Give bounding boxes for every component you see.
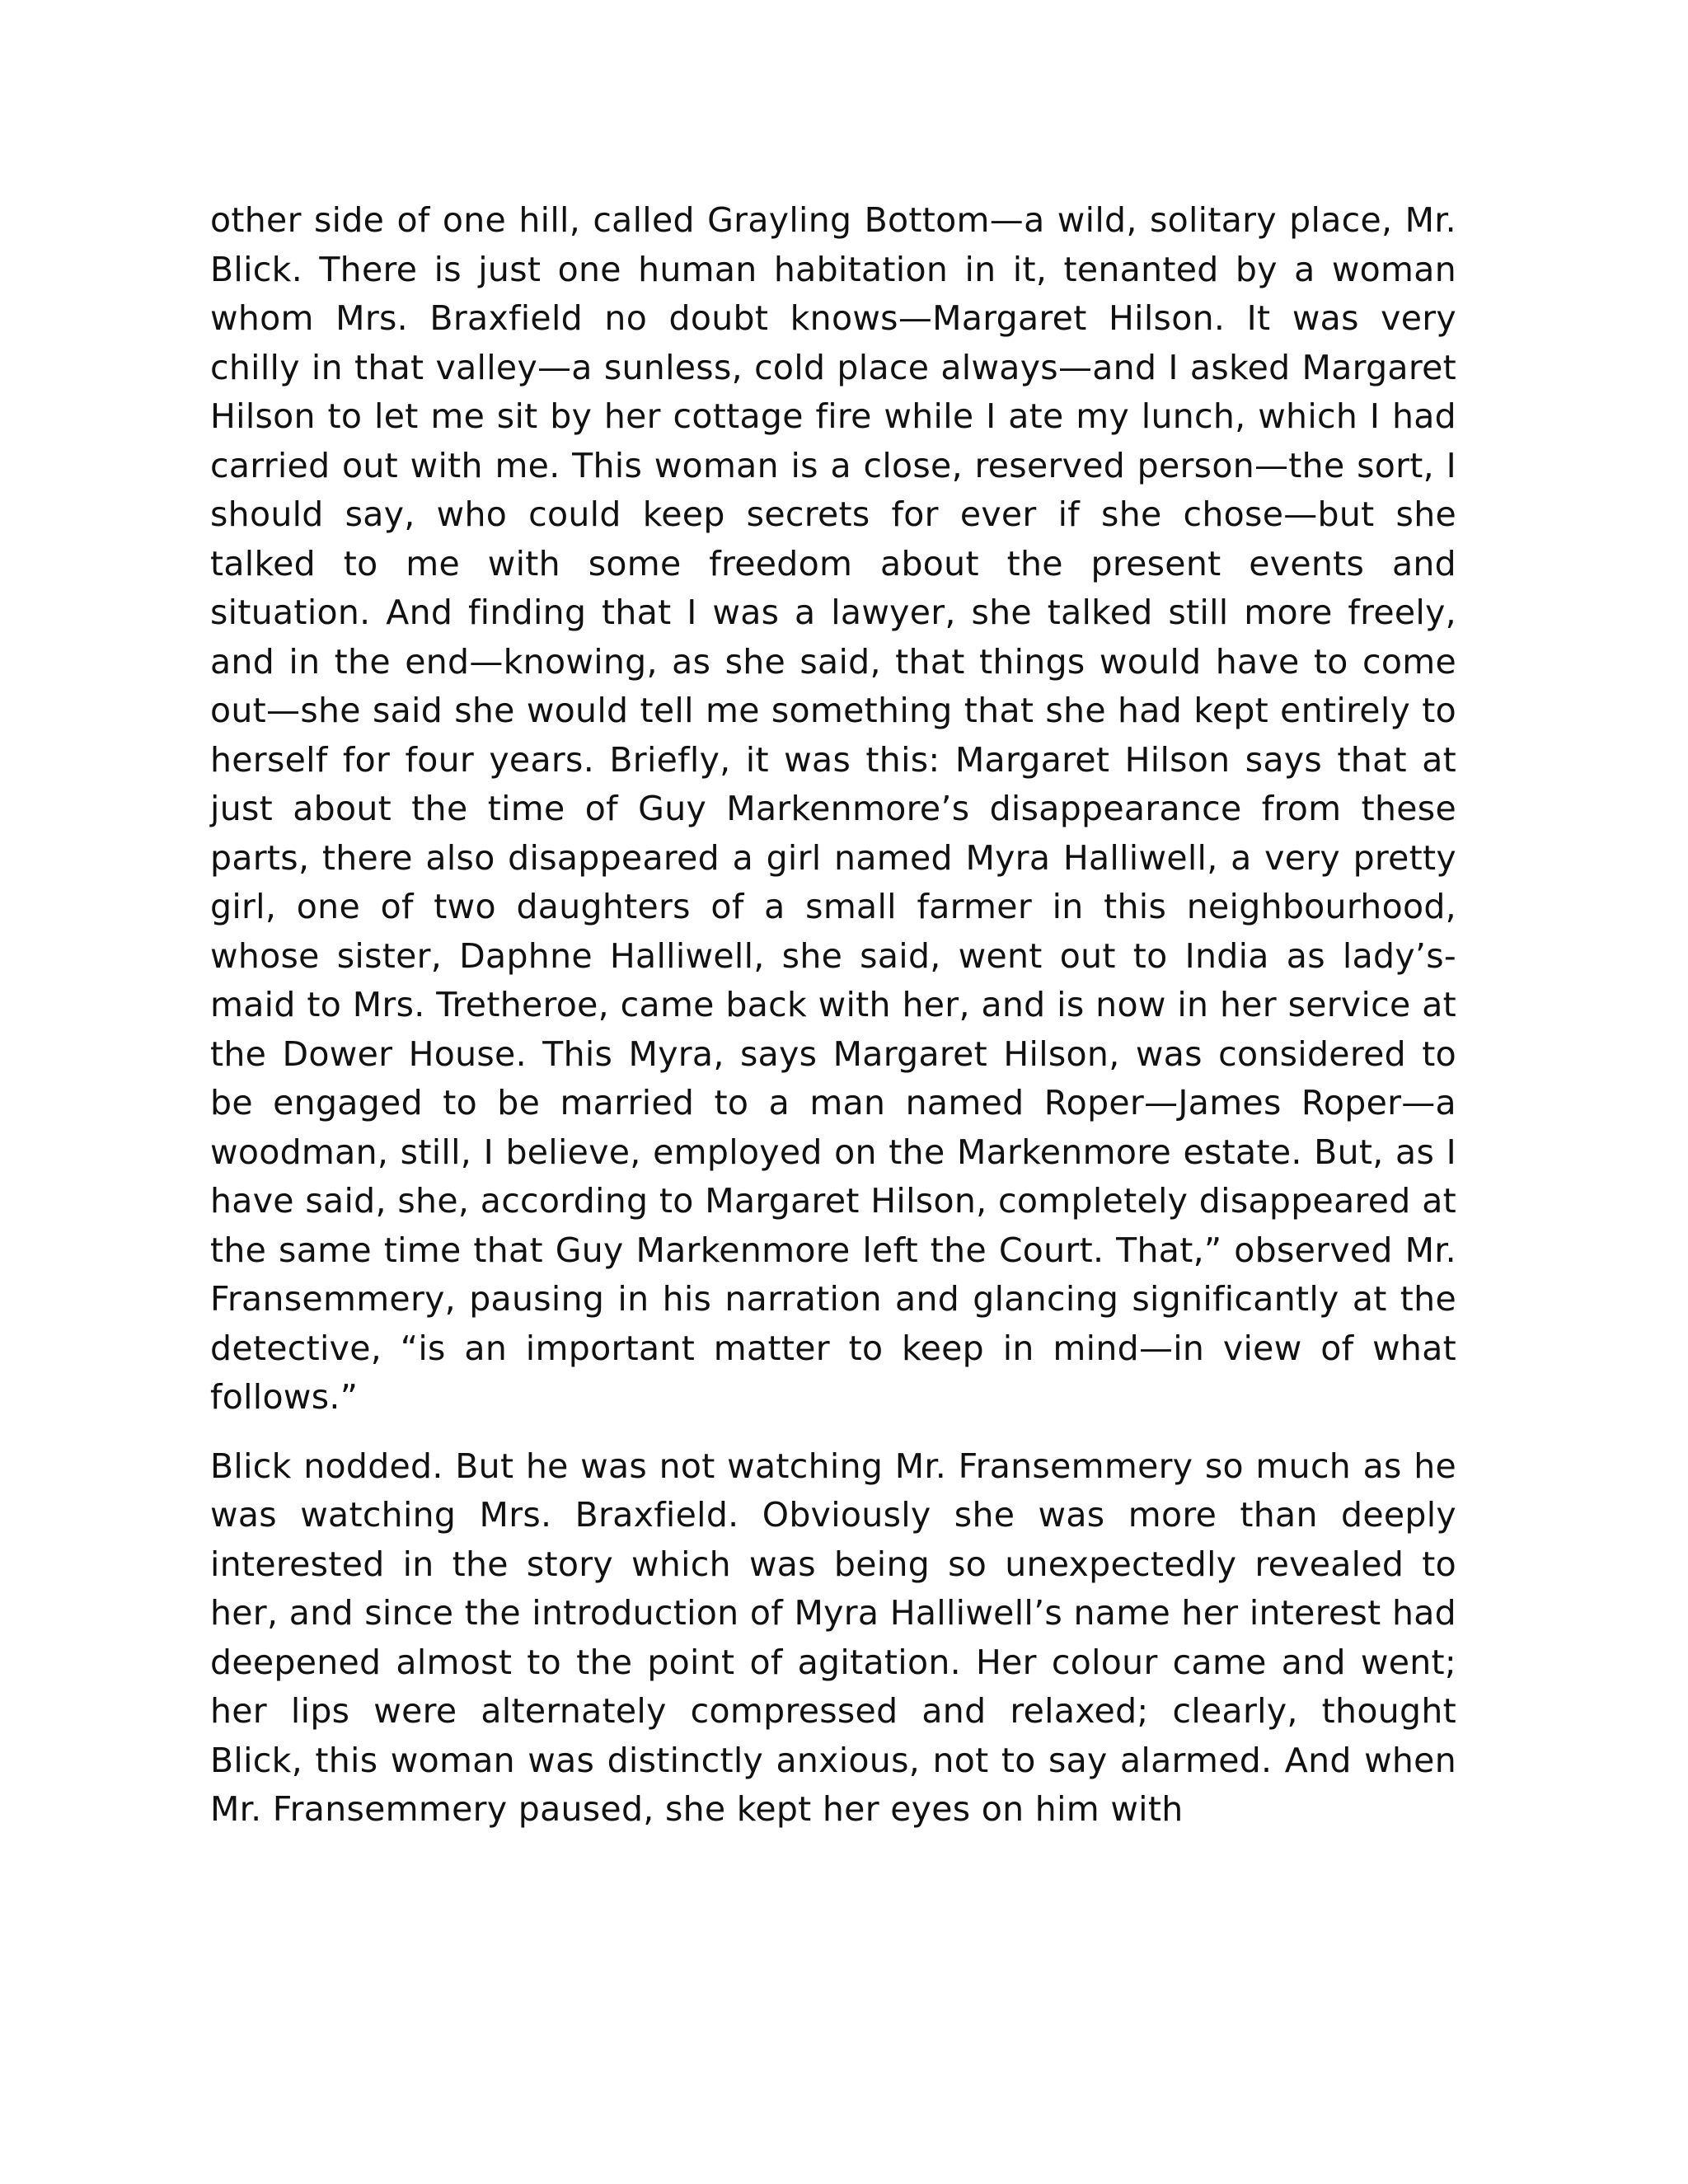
page-body bbox=[210, 196, 1456, 1835]
paragraph-2: Blick nodded. But he was not watching Mr. Fransemmery so much as he was watching Mrs. Braxfield. Obviously she was more than deeply interested in the story which was being so unexpectedly revealed to her, and since the introduction of Myra Halliwell’s name her interest had deepened almost to the point of agitation. Her colour came and went; her lips were alternately compressed and relaxed; clearly, thought Blick, this woman was distinctly anxious, not to say alarmed. And when Mr. Fransemmery paused, she kept her eyes on him with bbox=[210, 1446, 1456, 1829]
paragraph-1: other side of one hill, called Grayling Bottom—a wild, solitary place, Mr. Blick. There is just one human habitation in it, tenanted by a woman whom Mrs. Braxfield no doubt knows—Margaret Hilson. It was very chilly in that valley—a sunless, cold place always—and I asked Margaret Hilson to let me sit by her cottage fire while I ate my lunch, which I had carried out with me. This woman is a close, reserved person—the sort, I should say, who could keep secrets for ever if she chose—but she talked to me with some freedom about the present events and situation. And finding that I was a lawyer, she talked still more freely, and in the end—knowing, as she said, that things would have to come out—she said she would tell me something that she had kept entirely to herself for four years. Briefly, it was this: Margaret Hilson says that at just about the time of Guy Markenmore’s disappearance from these parts, there also disappeared a girl named Myra Halliwell, a very pretty girl, one of two daughters of a small farmer in this neighbourhood, whose sister, Daphne Halliwell, she said, went out to India as lady’s-maid to Mrs. Tretheroe, came back with her, and is now in her service at the Dower House. This Myra, says Margaret Hilson, was considered to be engaged to be married to a man named Roper—James Roper—a woodman, still, I believe, employed on the Markenmore estate. But, as I have said, she, according to Margaret Hilson, completely disappeared at the same time that Guy Markenmore left the Court. That,” observed Mr. Fransemmery, pausing in his narration and glancing significantly at the detective, “is an important matter to keep in mind—in view of what follows.” bbox=[210, 200, 1456, 1417]
